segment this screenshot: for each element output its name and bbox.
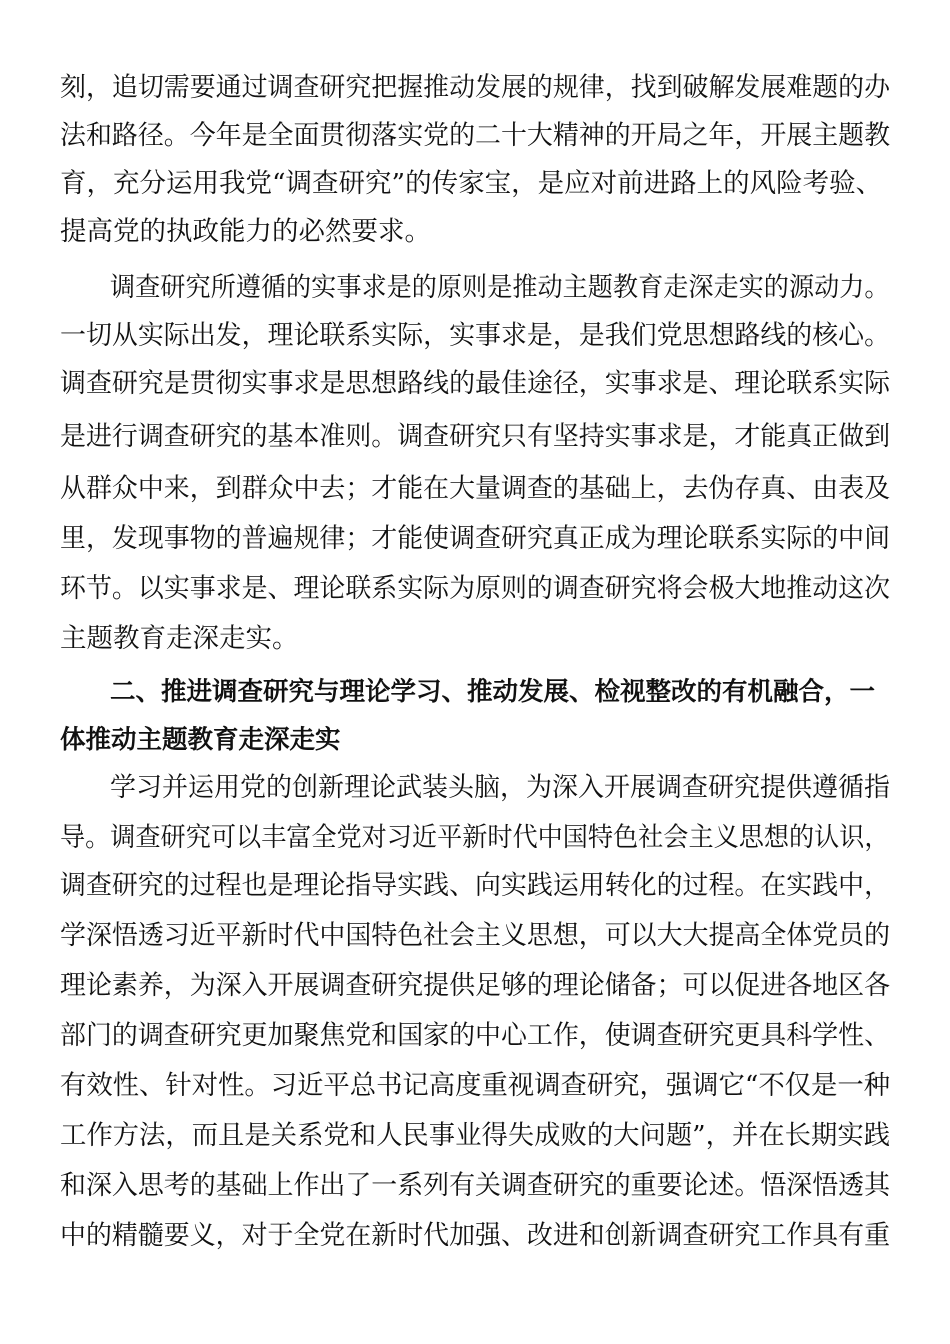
paragraph-2-line-4: 是进行调查研究的基本准则。调查研究只有坚持实事求是，才能真正做到 bbox=[60, 421, 891, 452]
paragraph-3-line-5: 理论素养，为深入开展调查研究提供足够的理论储备；可以促进各地区各 bbox=[60, 970, 891, 1001]
paragraph-3-line-8: 工作方法，而且是关系党和人民事业得失成败的大问题”，并在长期实践 bbox=[60, 1120, 891, 1151]
paragraph-3-line-2: 导。调查研究可以丰富全党对习近平新时代中国特色社会主义思想的认识， bbox=[60, 822, 890, 853]
paragraph-2-line-3: 调查研究是贯彻实事求是思想路线的最佳途径，实事求是、理论联系实际 bbox=[60, 368, 891, 399]
paragraph-1-line-2: 法和路径。今年是全面贯彻落实党的二十大精神的开局之年，开展主题教 bbox=[60, 120, 891, 151]
paragraph-3-line-9: 和深入思考的基础上作出了一系列有关调查研究的重要论述。悟深悟透其 bbox=[60, 1170, 891, 1201]
section-heading-line-1: 二、推进调查研究与理论学习、推动发展、检视整改的有机融合，一 bbox=[110, 677, 876, 707]
paragraph-3-line-4: 学深悟透习近平新时代中国特色社会主义思想，可以大大提高全体党员的 bbox=[60, 920, 891, 951]
paragraph-1-line-4: 提高党的执政能力的必然要求。 bbox=[60, 216, 431, 247]
paragraph-2-line-2: 一切从实际出发，理论联系实际，实事求是，是我们党思想路线的核心。 bbox=[60, 320, 891, 351]
paragraph-3-line-10: 中的精髓要义，对于全党在新时代加强、改进和创新调查研究工作具有重 bbox=[60, 1220, 891, 1251]
paragraph-1-line-3: 育，充分运用我党“调查研究”的传家宝，是应对前进路上的风险考验、 bbox=[60, 168, 883, 199]
paragraph-2-line-8: 主题教育走深走实。 bbox=[60, 623, 299, 654]
paragraph-1-line-1: 刻，追切需要通过调查研究把握推动发展的规律，找到破解发展难题的办 bbox=[60, 72, 891, 103]
paragraph-3-line-6: 部门的调查研究更加聚焦党和国家的中心工作，使调查研究更具科学性、 bbox=[60, 1020, 891, 1051]
section-heading-line-2: 体推动主题教育走深走实 bbox=[60, 725, 341, 755]
paragraph-3-line-3: 调查研究的过程也是理论指导实践、向实践运用转化的过程。在实践中， bbox=[60, 870, 891, 901]
paragraph-2-line-6: 里，发现事物的普遍规律；才能使调查研究真正成为理论联系实际的中间 bbox=[60, 523, 891, 554]
paragraph-2-line-5: 从群众中来，到群众中去；才能在大量调查的基础上，去伪存真、由表及 bbox=[60, 473, 891, 504]
paragraph-3-line-1: 学习并运用党的创新理论武装头脑，为深入开展调查研究提供遵循指 bbox=[110, 772, 890, 803]
paragraph-2-line-7: 环节。以实事求是、理论联系实际为原则的调查研究将会极大地推动这次 bbox=[60, 573, 891, 604]
paragraph-3-line-7: 有效性、针对性。习近平总书记高度重视调查研究，强调它“不仅是一种 bbox=[60, 1070, 891, 1101]
paragraph-2-line-1: 调查研究所遵循的实事求是的原则是推动主题教育走深走实的源动力。 bbox=[110, 272, 890, 303]
